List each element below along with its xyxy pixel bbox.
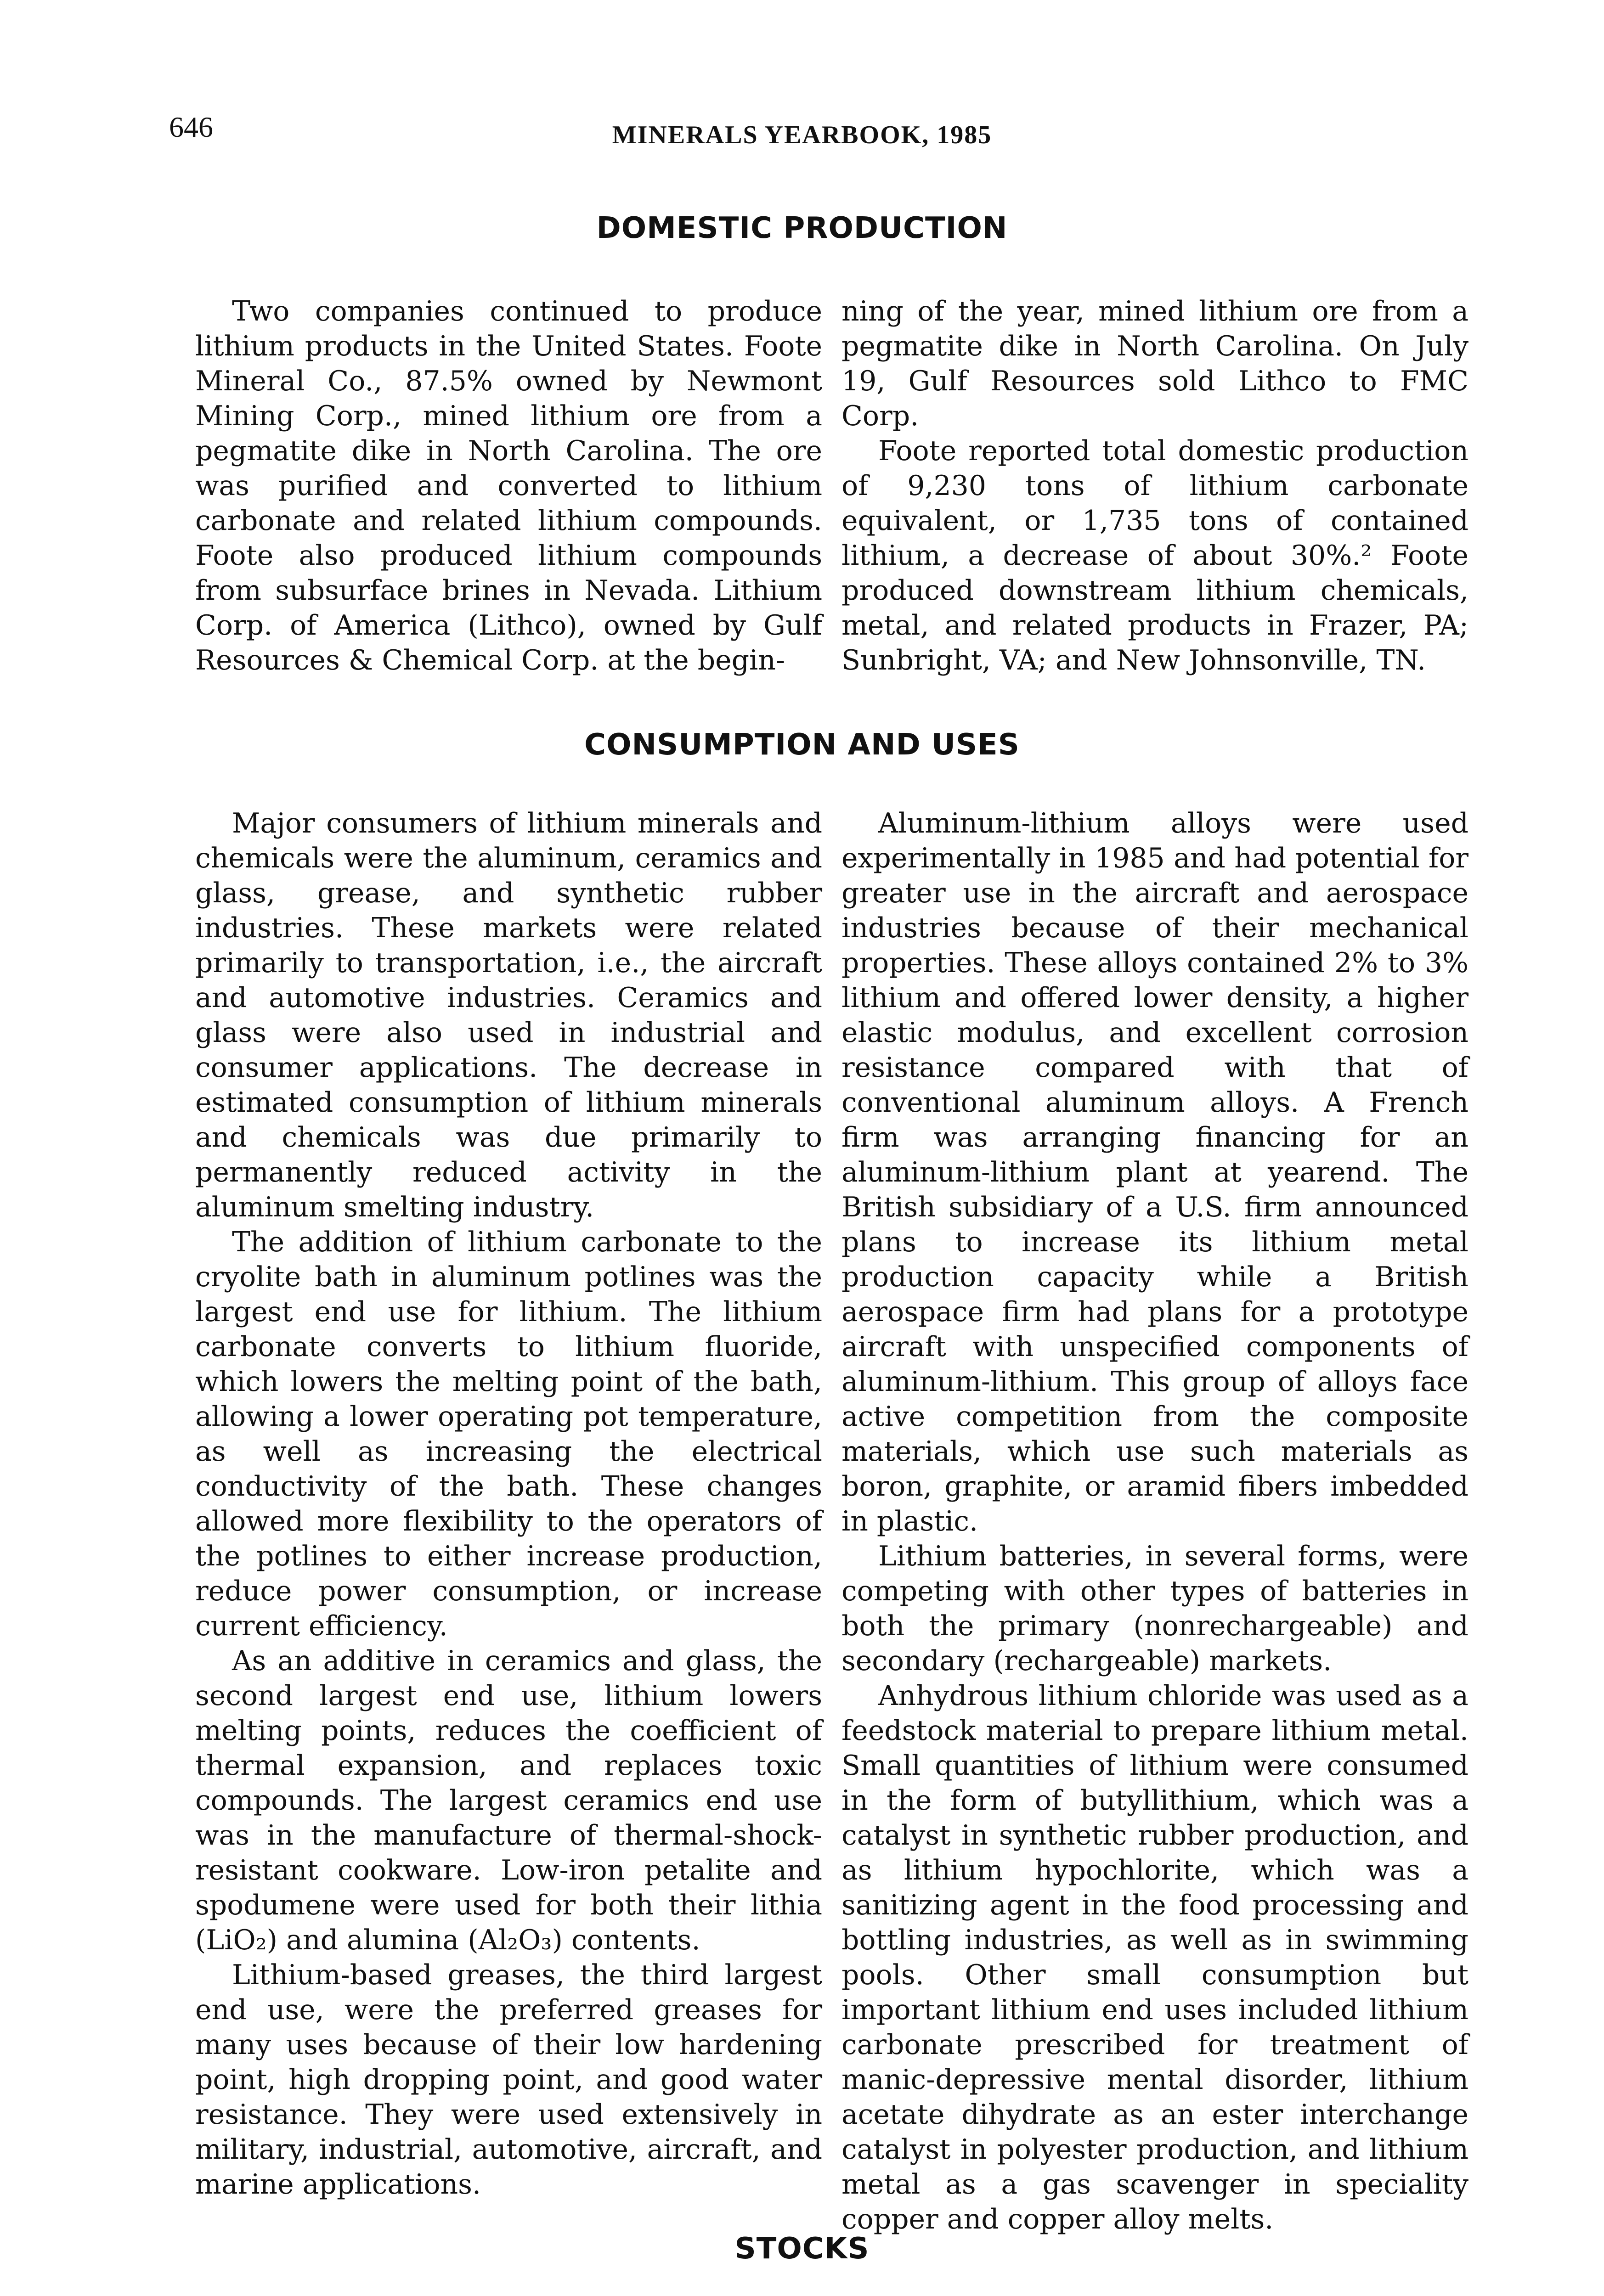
paragraph: The addition of lithium carbonate to the cryolite bath in aluminum potlines was the largest end use for lithium. The lithium carbonate converts to lithium fluoride, which lowers the melting point of the bath, allowing a lower operating pot temperature, as well as increasing the electrical conductivity of the bath. These changes allowed more flexibility to the operators of the potlines to either increase production, reduce power consumption, or increase current efficiency. [195, 1226, 822, 1642]
consumption-right-column [842, 806, 1468, 2237]
paragraph: Aluminum-lithium alloys were used experimentally in 1985 and had potential for greater use in the aircraft and aerospace industries because of their mechanical properties. These alloys contained 2% to 3% lithium and offered lower density, a higher elastic modulus, and excellent corrosion resistance compared with that of conventional aluminum alloys. A French firm was arranging financing for an aluminum-lithium plant at yearend. The British subsidiary of a U.S. firm announced plans to increase its lithium metal production capacity while a British aerospace firm had plans for a prototype aircraft with unspecified components of aluminum-lithium. This group of alloys face active competition from the composite materials, which use such materials as boron, graphite, or aramid fibers imbedded in plastic. [842, 807, 1468, 1537]
paragraph: Two companies continued to produce lithium products in the United States. Foote Mineral Co., 87.5% owned by Newmont Mining Corp., mined lithium ore from a pegmatite dike in North Carolina. The ore was purified and converted to lithium carbonate and related lithium compounds. Foote also produced lithium compounds from subsurface brines in Nevada. Lithium Corp. of America (Lithco), owned by Gulf Resources & Chemical Corp. at the begin- [195, 295, 822, 676]
paragraph: Lithium batteries, in several forms, were competing with other types of batteries in both the primary (nonrechargeable) and secondary (rechargeable) markets. [842, 1540, 1468, 1677]
page-number: 646 [169, 111, 213, 143]
domestic-production-right-column [842, 294, 1468, 678]
section-heading-consumption-and-uses: CONSUMPTION AND USES [584, 728, 1020, 762]
paragraph: As an additive in ceramics and glass, the second largest end use, lithium lowers melting points, reduces the coefficient of thermal expansion, and replaces toxic compounds. The largest ceramics end use was in the manufacture of thermal-shock-resistant cookware. Low-iron petalite and spodumene were used for both their lithia (LiO₂) and alumina (Al₂O₃) contents. [195, 1645, 822, 1956]
section-heading-stocks: STOCKS [734, 2232, 870, 2266]
consumption-left-column [195, 806, 822, 2202]
paragraph: Major consumers of lithium minerals and chemicals were the aluminum, ceramics and glass, grease, and synthetic rubber industries. These markets were related primarily to transportation, i.e., the aircraft and automotive industries. Ceramics and glass were also used in industrial and consumer applications. The decrease in estimated consumption of lithium minerals and chemicals was due primarily to permanently reduced activity in the aluminum smelting industry. [195, 807, 822, 1223]
paragraph: Foote reported total domestic production of 9,230 tons of lithium carbonate equivalent, or 1,735 tons of contained lithium, a decrease of about 30%.² Foote produced downstream lithium chemicals, metal, and related products in Frazer, PA; Sunbright, VA; and New Johnsonville, TN. [842, 435, 1468, 676]
section-heading-domestic-production: DOMESTIC PRODUCTION [596, 211, 1008, 245]
paragraph: Lithium-based greases, the third largest end use, were the preferred greases for many uses because of their low hardening point, high dropping point, and good water resistance. They were used extensively in military, industrial, automotive, aircraft, and marine applications. [195, 1959, 822, 2200]
paragraph: ning of the year, mined lithium ore from a pegmatite dike in North Carolina. On July 19, Gulf Resources sold Lithco to FMC Corp. [842, 295, 1468, 432]
domestic-production-left-column [195, 294, 822, 678]
running-title: MINERALS YEARBOOK, 1985 [612, 121, 992, 149]
paragraph: Anhydrous lithium chloride was used as a feedstock material to prepare lithium metal. Small quantities of lithium were consumed in the form of butyllithium, which was a catalyst in synthetic rubber production, and as lithium hypochlorite, which was a sanitizing agent in the food processing and bottling industries, as well as in swimming pools. Other small consumption but important lithium end uses included lithium carbonate prescribed for treatment of manic-depressive mental disorder, lithium acetate dihydrate as an ester interchange catalyst in polyester production, and lithium metal as a gas scavenger in speciality copper and copper alloy melts. [842, 1680, 1468, 2235]
